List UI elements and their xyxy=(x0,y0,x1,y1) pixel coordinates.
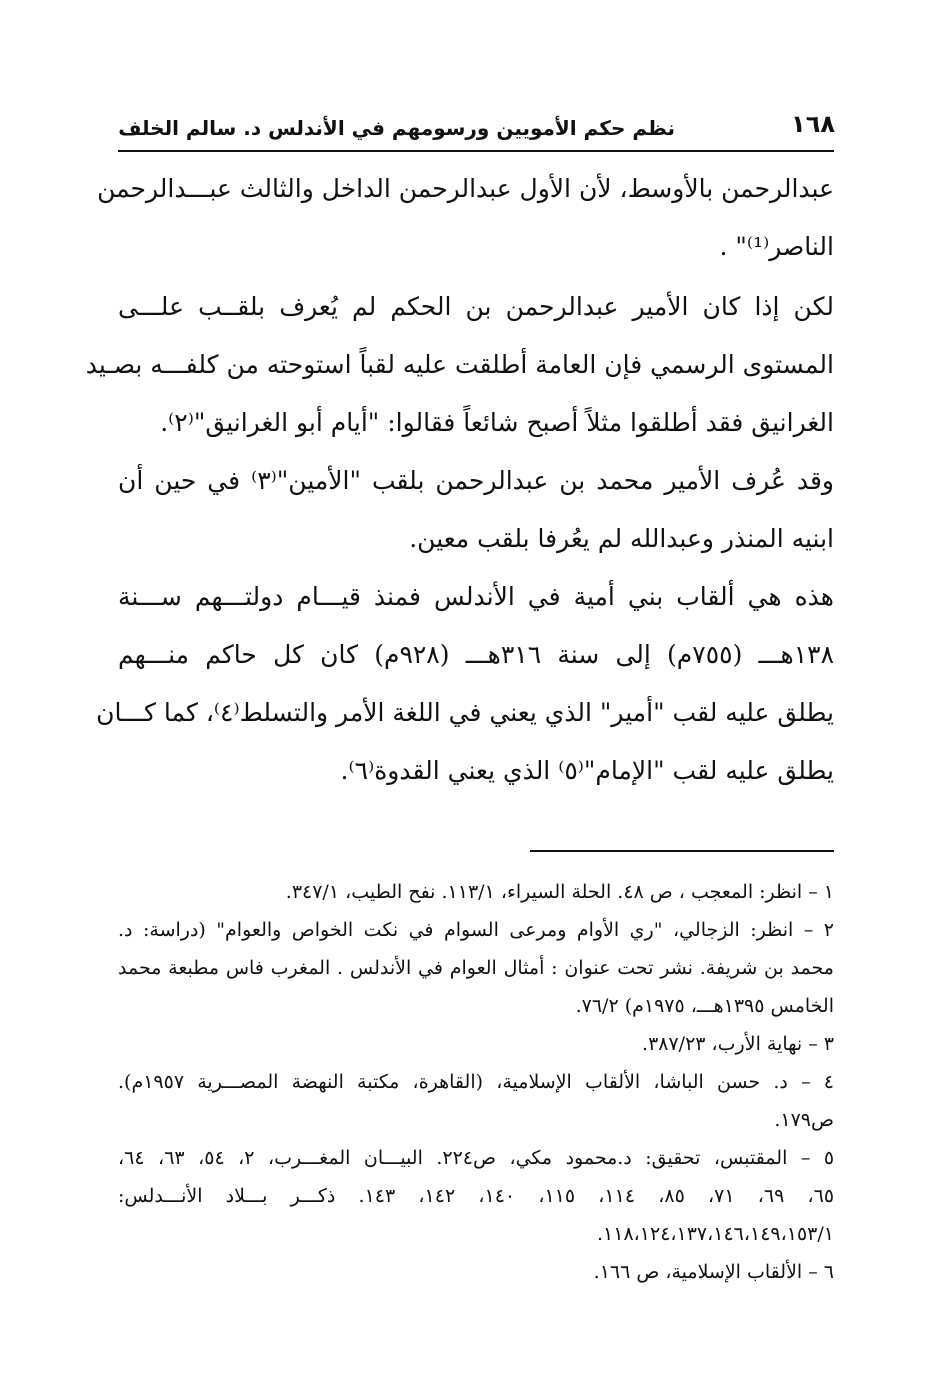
body-text xyxy=(85,160,835,800)
page-number: ١٦٨ xyxy=(791,110,835,138)
body-line: يطلق عليه لقب "أمير" الذي يعني في اللغة الأمر والتسلط⁽٤⁾، كما كـــان xyxy=(96,698,834,727)
footnote-line: الخامس ١٣٩٥هـــ، ١٩٧٥م) ٧٦/٢. xyxy=(575,995,834,1017)
body-line: هذه هي ألقاب بني أمية في الأندلس فمنذ قيـــام دولتـــهم ســـنة xyxy=(118,582,834,611)
footnotes xyxy=(118,873,834,1291)
footnote-line: ص١٧٩. xyxy=(774,1109,834,1131)
body-line: الناصر⁽¹⁾" . xyxy=(719,232,834,261)
body-line: المستوى الرسمي فإن العامة أطلقت عليه لقباً استوحته من كلفـــه بصـيد xyxy=(85,350,834,379)
footnote-line: ١ – انظر: المعجب ، ص ٤٨. الحلة السيراء، ١١٣/١. نفح الطيب، ٣٤٧/١. xyxy=(285,881,834,903)
running-header-title: نظم حكم الأمويين ورسومهم في الأندلس د. سالم الخلف xyxy=(118,116,675,140)
footnote-line: ٤ – د. حسن الباشا، الألقاب الإسلامية، (القاهرة، مكتبة النهضة المصـــرية ١٩٥٧م). xyxy=(118,1071,834,1093)
footnote-line: محمد بن شريفة. نشر تحت عنوان : أمثال العوام في الأندلس . المغرب فاس مطبعة محمد xyxy=(118,957,834,979)
body-line: ١٣٨هـــ (٧٥٥م) إلى سنة ٣١٦هـــ (٩٢٨م) كان كل حاكم منـــهم xyxy=(118,640,835,669)
footnote-line: ٦٥، ٦٩، ٧١، ٨٥، ١١٤، ١١٥، ١٤٠، ١٤٢، ١٤٣. ذكـــر بـــلاد الأنـــدلس: xyxy=(118,1185,835,1207)
footnote-line: ٢ – انظر: الزجالي، "ري الأوام ومرعى السوام في نكت الخواص والعوام" (دراسة: د. xyxy=(118,919,834,941)
body-line: عبدالرحمن بالأوسط، لأن الأول عبدالرحمن الداخل والثالث عبـــدالرحمن xyxy=(97,174,834,203)
body-line: وقد عُرف الأمير محمد بن عبدالرحمن بلقب "الأمين"⁽٣⁾ في حين أن xyxy=(118,466,834,495)
body-line: يطلق عليه لقب "الإمام"⁽٥⁾ الذي يعني القدوة⁽٦⁾. xyxy=(340,756,834,785)
body-line: ابنيه المنذر وعبدالله لم يعُرفا بلقب معين. xyxy=(409,524,834,553)
footnote-line: ٥ – المقتبس، تحقيق: د.محمود مكي، ص٢٢٤. البيـــان المغـــرب، ٢، ٥٤، ٦٣، ٦٤، xyxy=(118,1147,835,1169)
footnote-line: ٣ – نهاية الأرب، ٣٨٧/٢٣. xyxy=(642,1033,834,1055)
footnote-line: ٦ – الألقاب الإسلامية، ص ١٦٦. xyxy=(593,1261,834,1283)
footnote-rule xyxy=(530,850,834,852)
body-line: الغرانيق فقد أطلقوا مثلاً أصبح شائعاً فقالوا: "أيام أبو الغرانيق"⁽٢⁾. xyxy=(160,408,834,437)
footnote-line: ١١٨،١٢٤،١٣٧،١٤٦،١٤٩،١٥٣/١. xyxy=(596,1223,834,1245)
header-rule xyxy=(118,150,834,152)
body-line: لكن إذا كان الأمير عبدالرحمن بن الحكم لم يُعرف بلقــب علـــى xyxy=(118,292,834,321)
